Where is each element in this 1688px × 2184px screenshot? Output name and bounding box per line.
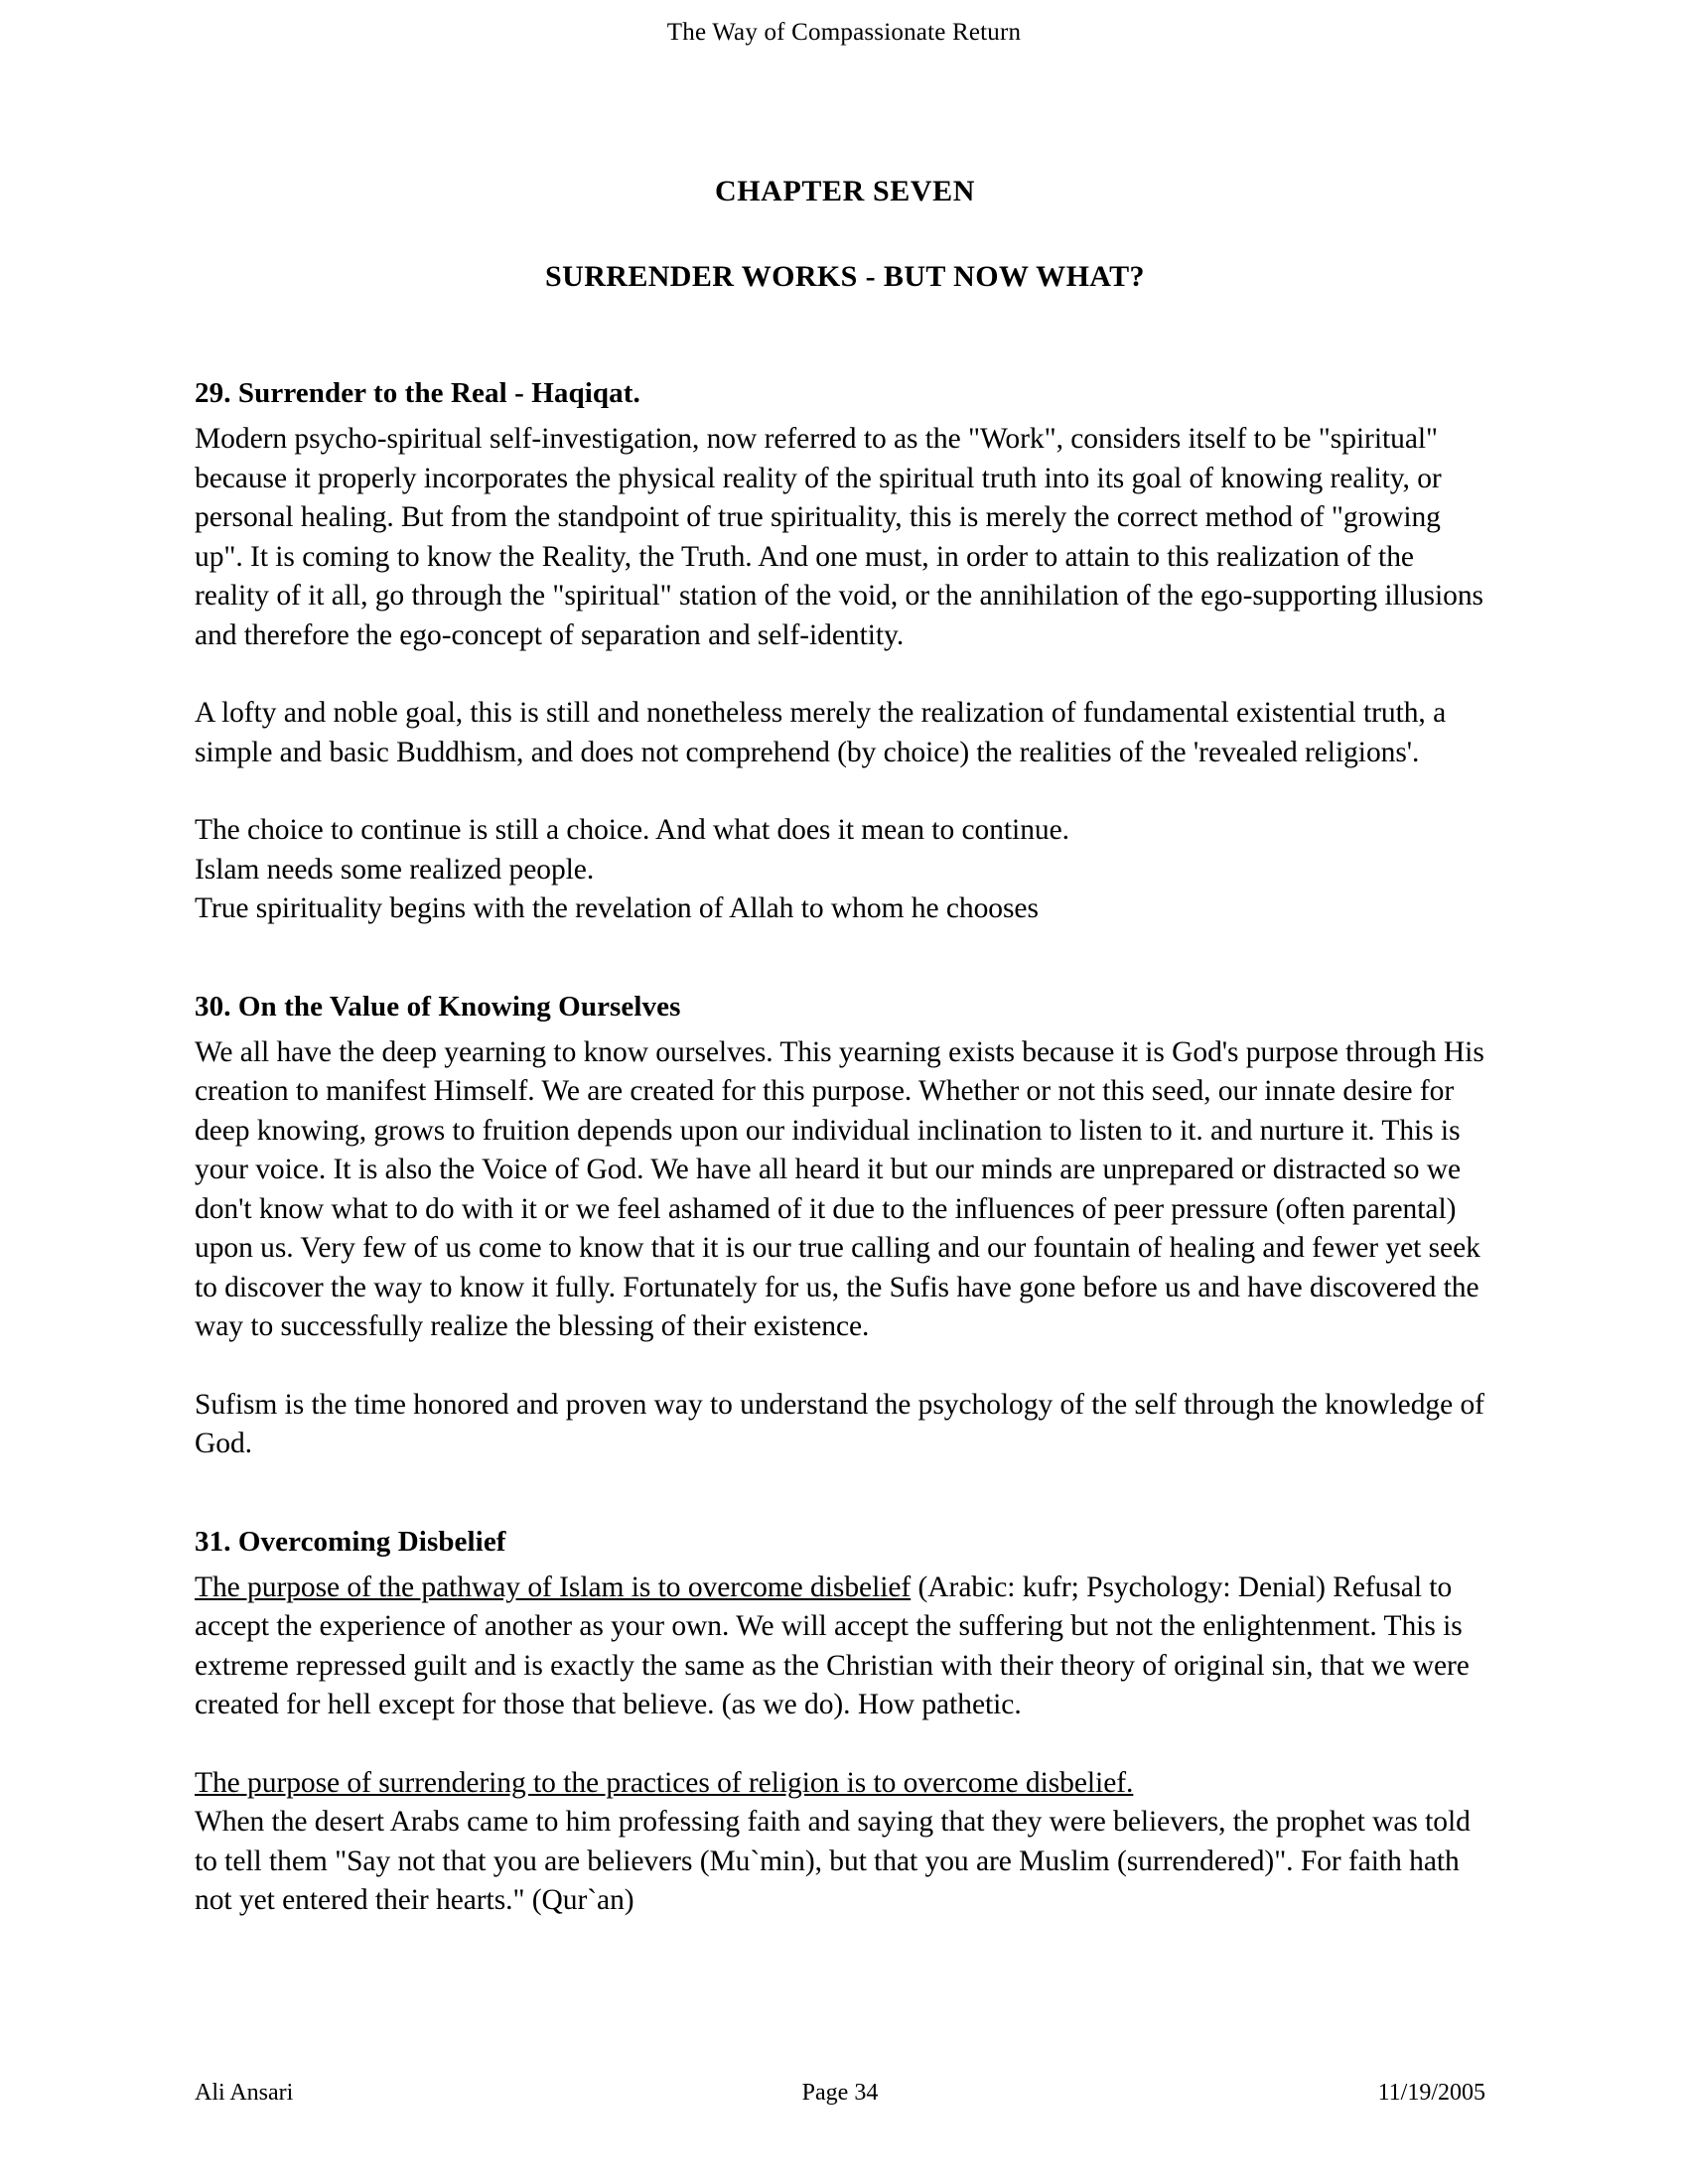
footer-author: Ali Ansari (195, 2080, 294, 2106)
section-31-paragraph-1-rest: (Arabic: kufr; Psychology: Denial) Refusal to accept the experience of another as your own. We will accept the suffering but not the enlightenment. This is extreme repressed guilt and is exactly the same as the Christian with their theory of original sin, that we were created for hell except for those that believe. (as we do). How pathetic. (195, 1570, 1470, 1720)
section-31-paragraph-2 (195, 1764, 1495, 1921)
section-29-line-choice: The choice to continue is still a choice. And what does it mean to continue. (195, 814, 1069, 846)
section-31-underlined-statement-2: The purpose of surrendering to the practices of religion is to overcome disbelief. (195, 1766, 1134, 1799)
page-content (195, 149, 1495, 1921)
chapter-label: CHAPTER SEVEN (714, 175, 975, 207)
section-31-paragraph-2-rest: When the desert Arabs came to him professing faith and saying that they were believers, the prophet was told to tell them "Say not that you are believers (Mu`min), but that you are Muslim (surrendered)". For faith hath not yet entered their hearts." (Qur`an) (195, 1806, 1471, 1916)
running-header: The Way of Compassionate Return (666, 19, 1022, 46)
section-heading-30: 30. On the Value of Knowing Ourselves (195, 990, 681, 1023)
section-29-paragraph-1: Modern psycho-spiritual self-investigation, now referred to as the "Work", considers itself to be "spiritual" because it properly incorporates the physical reality of the spiritual truth into its goal of knowing reality, or personal healing. But from the standpoint of true spirituality, this is merely the correct method of "growing up". It is coming to know the Reality, the Truth. And one must, in order to attain to this realization of the reality of it all, go through the "spiritual" station of the void, or the annihilation of the ego-supporting illusions and therefore the ego-concept of separation and self-identity. (195, 423, 1483, 651)
section-heading-31: 31. Overcoming Disbelief (195, 1525, 506, 1558)
footer-page-number: Page 34 (801, 2080, 879, 2106)
page-footer (195, 2080, 1495, 2107)
section-heading-29: 29. Surrender to the Real - Haqiqat. (195, 377, 640, 409)
section-30-paragraph-2: Sufism is the time honored and proven way to understand the psychology of the self through the knowledge of God. (195, 1388, 1484, 1459)
section-29-line-islam: Islam needs some realized people. (195, 853, 595, 886)
section-31-paragraph-1 (195, 1569, 1495, 1725)
section-30-paragraph-1: We all have the deep yearning to know ourselves. This yearning exists because it is God's purpose through His creation to manifest Himself. We are created for this purpose. Whether or not this seed, our innate desire for deep knowing, grows to fruition depends upon our individual inclination to listen to it. and nurture it. This is your voice. It is also the Voice of God. We have all heard it but our minds are unprepared or distracted so we don't know what to do with it or we feel ashamed of it due to the influences of peer pressure (often parental) upon us. Very few of us come to know that it is our true calling and our fountain of healing and fewer yet seek to discover the way to know it fully. Fortunately for us, the Sufis have gone before us and have discovered the way to successfully realize the blessing of their existence. (195, 1035, 1484, 1342)
section-29-line-true-spirituality: True spirituality begins with the revelation of Allah to whom he chooses (195, 892, 1039, 924)
footer-date: 11/19/2005 (1377, 2080, 1486, 2106)
section-29-paragraph-2: A lofty and noble goal, this is still and nonetheless merely the realization of fundamental existential truth, a simple and basic Buddhism, and does not comprehend (by choice) the realities of the 'revealed religions'. (195, 697, 1447, 768)
section-31-underlined-statement-1: The purpose of the pathway of Islam is to overcome disbelief (195, 1570, 912, 1603)
chapter-title: SURRENDER WORKS - BUT NOW WHAT? (545, 260, 1145, 293)
